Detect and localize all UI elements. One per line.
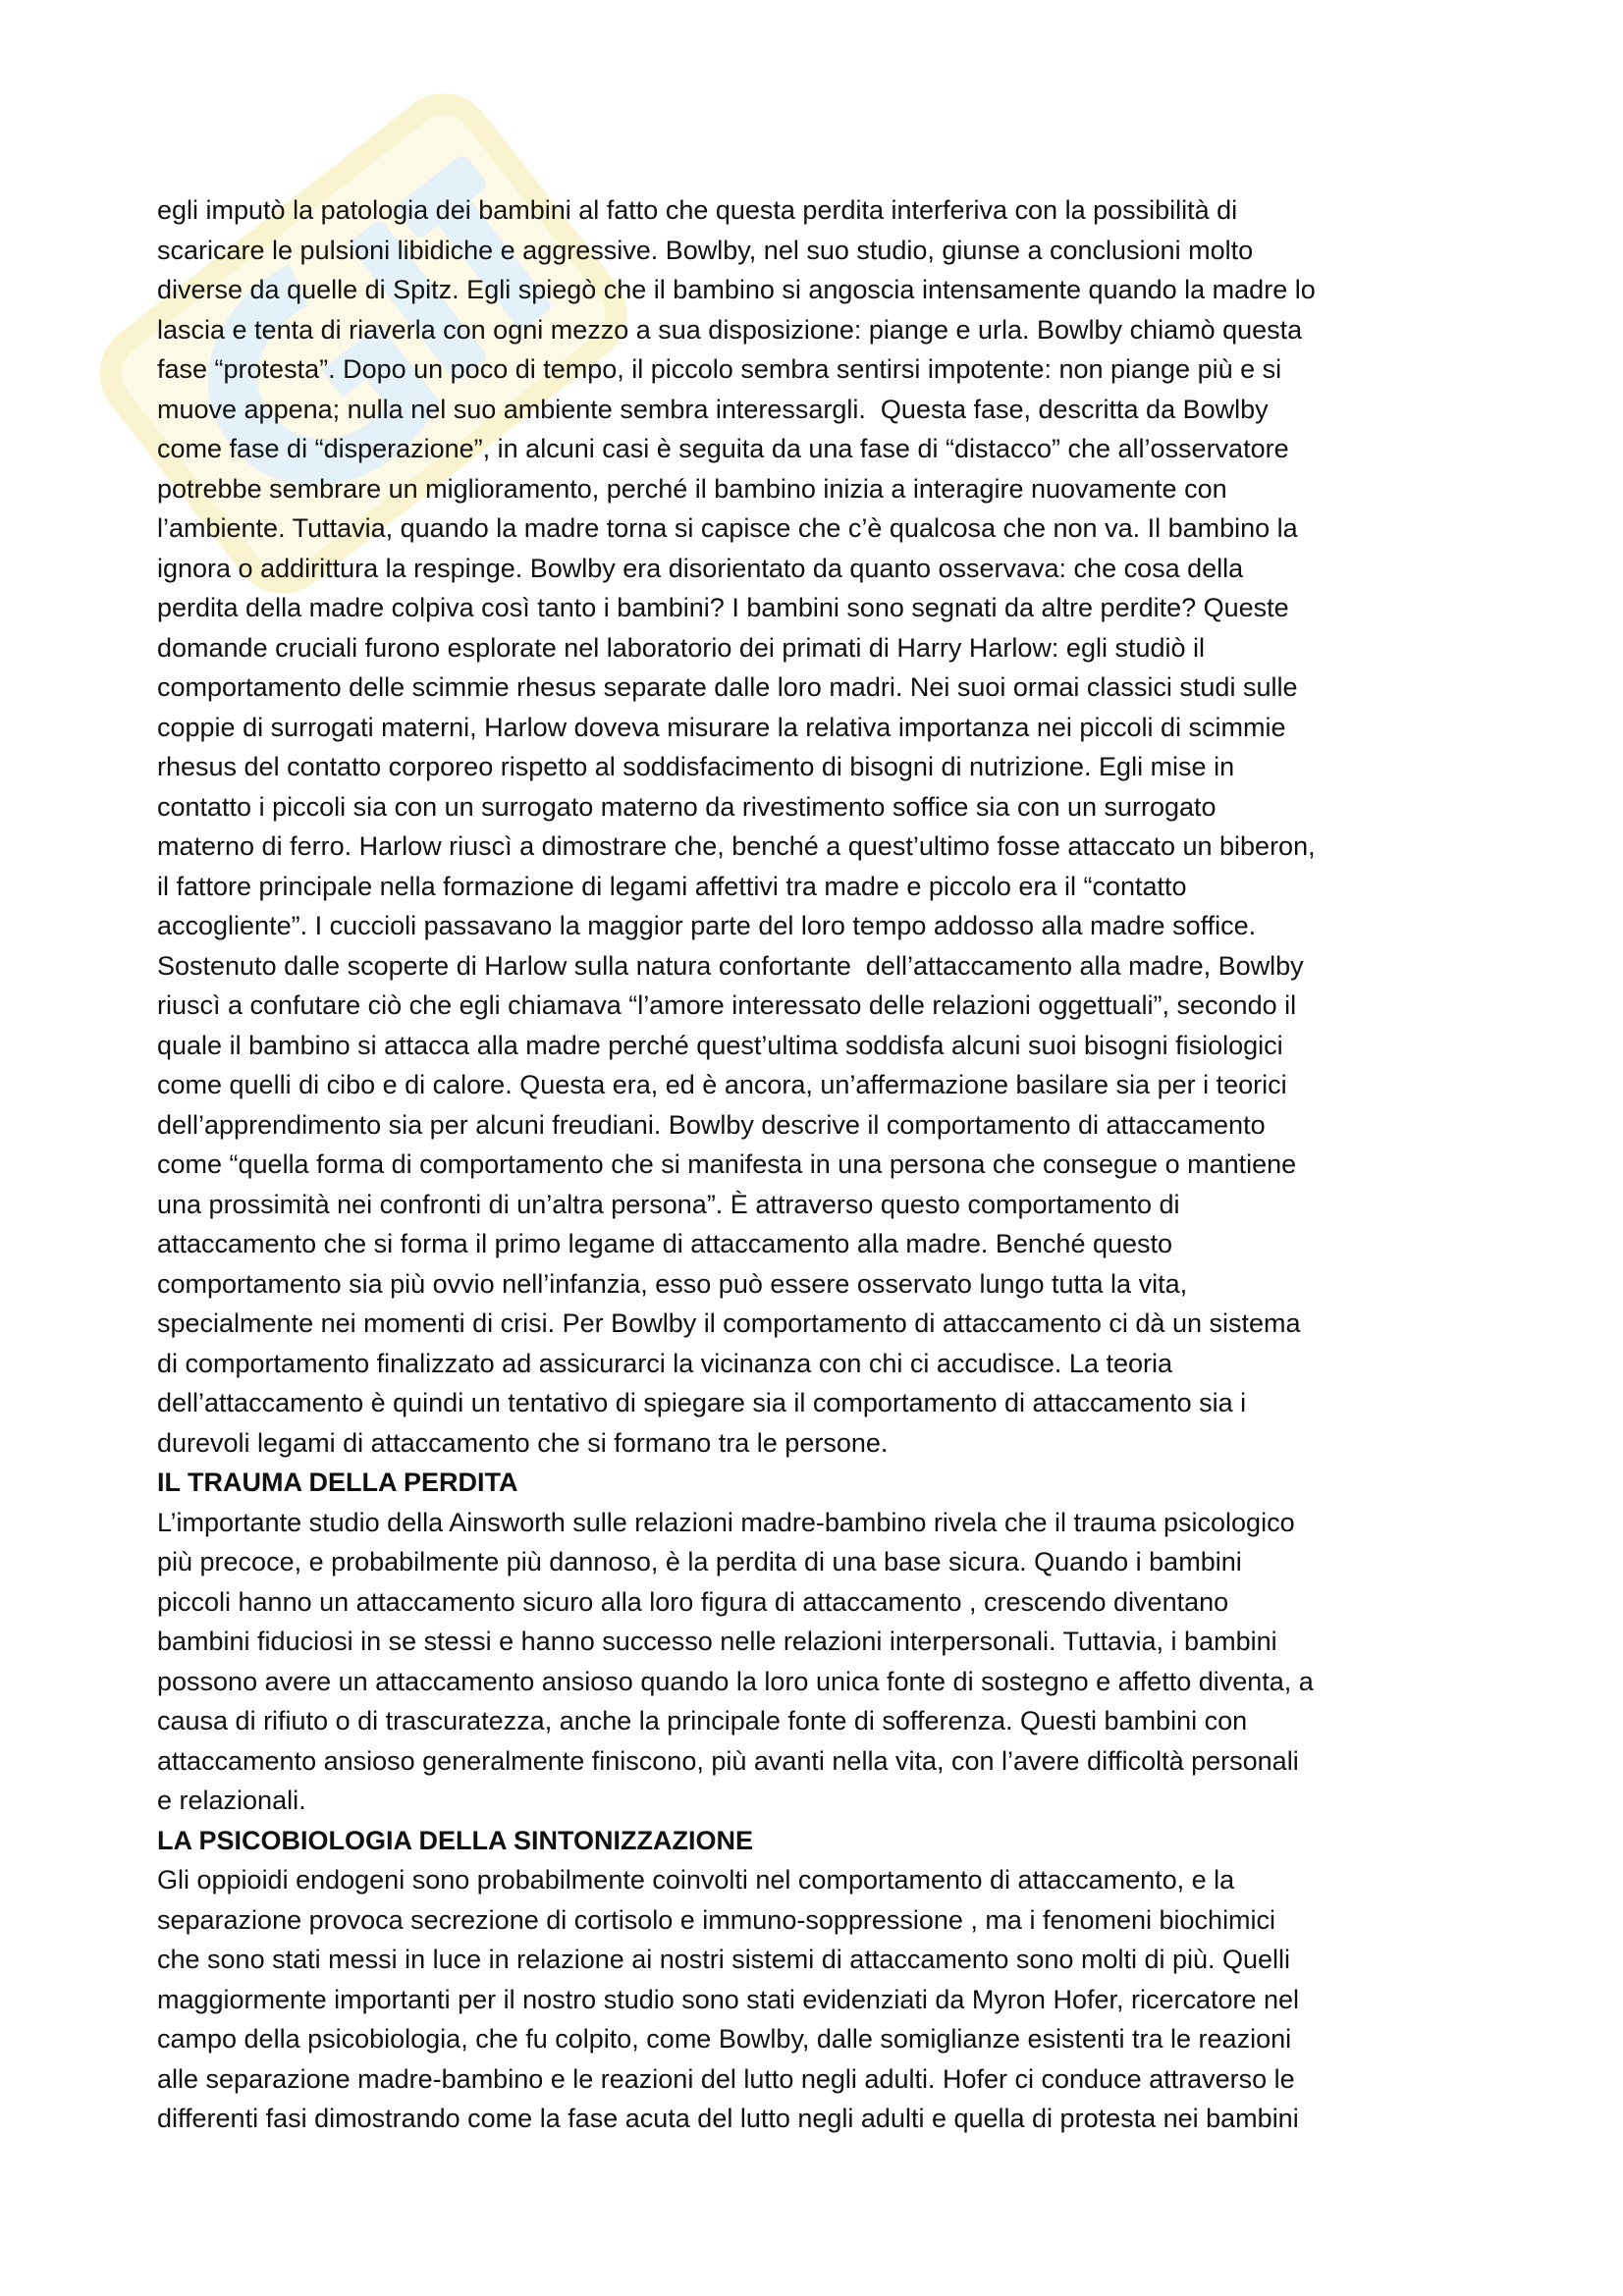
text-line: scaricare le pulsioni libidiche e aggressive. Bowlby, nel suo studio, giunse a conclusioni molto	[157, 235, 1254, 265]
text-line: potrebbe sembrare un miglioramento, perché il bambino inizia a interagire nuovamente con	[157, 473, 1227, 504]
text-line: perdita della madre colpiva così tanto i bambini? I bambini sono segnati da altre perdite? Queste	[157, 593, 1289, 622]
text-line: come quelli di cibo e di calore. Questa era, ed è ancora, un’affermazione basilare sia per i teorici	[157, 1070, 1287, 1099]
text-line: e relazionali.	[157, 1786, 306, 1815]
text-line: riuscì a confutare ciò che egli chiamava “l’amore interessato delle relazioni oggettuali”, secondo il	[157, 990, 1297, 1020]
text-line: dell’attaccamento è quindi un tentativo di spiegare sia il comportamento di attaccamento sia i	[157, 1388, 1247, 1417]
text-line: contatto i piccoli sia con un surrogato materno da rivestimento soffice sia con un surrogato	[157, 791, 1217, 822]
text-line: alle separazione madre-bambino e le reazioni del lutto negli adulti. Hofer ci conduce attraverso le	[157, 2063, 1295, 2094]
text-line: causa di rifiuto o di trascuratezza, anche la principale fonte di sofferenza. Questi bambini con	[157, 1706, 1248, 1735]
text-line: Sostenuto dalle scoperte di Harlow sulla natura confortante dell’attaccamento alla madre, Bowlby	[157, 950, 1304, 981]
text-line: il fattore principale nella formazione di legami affettivi tra madre e piccolo era il “contatto	[157, 871, 1187, 901]
text-line: differenti fasi dimostrando come la fase acuta del lutto negli adulti e quella di protesta nei bambini	[157, 2104, 1299, 2133]
text-line: più precoce, e probabilmente più dannoso, è la perdita di una base sicura. Quando i bambini	[157, 1547, 1242, 1576]
text-line: possono avere un attaccamento ansioso quando la loro unica fonte di sostegno e affetto diventa, a	[157, 1666, 1314, 1696]
text-line: comportamento sia più ovvio nell’infanzia, esso può essere osservato lungo tutta la vita,	[157, 1268, 1188, 1299]
text-line: muove appena; nulla nel suo ambiente sembra interessargli. Questa fase, descritta da Bowlby	[157, 394, 1269, 424]
text-line: come “quella forma di comportamento che si manifesta in una persona che consegue o mantiene	[157, 1149, 1297, 1179]
text-line: attaccamento ansioso generalmente finiscono, più avanti nella vita, con l’avere difficoltà personali	[157, 1745, 1299, 1776]
text-line: dell’apprendimento sia per alcuni freudiani. Bowlby descrive il comportamento di attaccamento	[157, 1109, 1266, 1140]
text-line: ignora o addirittura la respinge. Bowlby era disorientato da quanto osservava: che cosa della	[157, 553, 1244, 583]
text-line: domande cruciali furono esplorate nel laboratorio dei primati di Harry Harlow: egli studiò il	[157, 632, 1206, 663]
text-line: coppie di surrogati materni, Harlow doveva misurare la relativa importanza nei piccoli di scimmie	[157, 712, 1286, 742]
text-line: L’importante studio della Ainsworth sulle relazioni madre-bambino rivela che il trauma psicologico	[157, 1507, 1295, 1537]
text-line: una prossimità nei confronti di un’altra persona”. È attraverso questo comportamento di	[157, 1189, 1180, 1219]
text-line: come fase di “disperazione”, in alcuni casi è seguita da una fase di “distacco” che all’osservatore	[157, 434, 1289, 463]
text-line: quale il bambino si attacca alla madre perché quest’ultima soddisfa alcuni suoi bisogni fisiologici	[157, 1030, 1283, 1060]
text-line: attaccamento che si forma il primo legame di attaccamento alla madre. Benché questo	[157, 1229, 1173, 1258]
text-line: che sono stati messi in luce in relazione ai nostri sistemi di attaccamento sono molti di più. Quelli	[157, 1945, 1291, 1974]
text-line: lascia e tenta di riaverla con ogni mezzo a sua disposizione: piange e urla. Bowlby chiamò questa	[157, 314, 1303, 345]
text-line: diverse da quelle di Spitz. Egli spiegò che il bambino si angoscia intensamente quando la madre lo	[157, 275, 1316, 304]
document-body	[157, 190, 1571, 2139]
text-line: egli imputò la patologia dei bambini al fatto che questa perdita interferiva con la possibilità di	[157, 195, 1238, 225]
text-line: specialmente nei momenti di crisi. Per Bowlby il comportamento di attaccamento ci dà un sistema	[157, 1308, 1301, 1338]
section-heading: IL TRAUMA DELLA PERDITA	[157, 1468, 518, 1497]
text-line: maggiormente importanti per il nostro studio sono stati evidenziati da Myron Hofer, ricercatore nel	[157, 1984, 1300, 2014]
text-line: comportamento delle scimmie rhesus separate dalle loro madri. Nei suoi ormai classici studi sulle	[157, 672, 1298, 702]
text-line: separazione provoca secrezione di cortisolo e immuno-soppressione , ma i fenomeni biochimici	[157, 1904, 1276, 1935]
text-line: rhesus del contatto corporeo rispetto al soddisfacimento di bisogni di nutrizione. Egli mise in	[157, 752, 1235, 781]
text-line: Gli oppioidi endogeni sono probabilmente coinvolti nel comportamento di attaccamento, e la	[157, 1865, 1235, 1895]
text-line: bambini fiduciosi in se stessi e hanno successo nelle relazioni interpersonali. Tuttavia, i bambini	[157, 1627, 1277, 1656]
text-line: l’ambiente. Tuttavia, quando la madre torna si capisce che c’è qualcosa che non va. Il bambino la	[157, 513, 1298, 543]
text-line: piccoli hanno un attaccamento sicuro alla loro figura di attaccamento , crescendo diventano	[157, 1586, 1229, 1617]
text-line: accogliente”. I cuccioli passavano la maggior parte del loro tempo addosso alla madre soffice.	[157, 911, 1257, 940]
text-line: di comportamento finalizzato ad assicurarci la vicinanza con chi ci accudisce. La teoria	[157, 1348, 1173, 1378]
section-heading: LA PSICOBIOLOGIA DELLA SINTONIZZAZIONE	[157, 1825, 753, 1855]
text-line: fase “protesta”. Dopo un poco di tempo, il piccolo sembra sentirsi impotente: non piange più e si	[157, 354, 1282, 384]
text-line: durevoli legami di attaccamento che si formano tra le persone.	[157, 1427, 889, 1458]
text-line: materno di ferro. Harlow riuscì a dimostrare che, benché a quest’ultimo fosse attaccato un biberon,	[157, 831, 1316, 861]
text-line: campo della psicobiologia, che fu colpito, come Bowlby, dalle somiglianze esistenti tra le reazioni	[157, 2024, 1292, 2054]
